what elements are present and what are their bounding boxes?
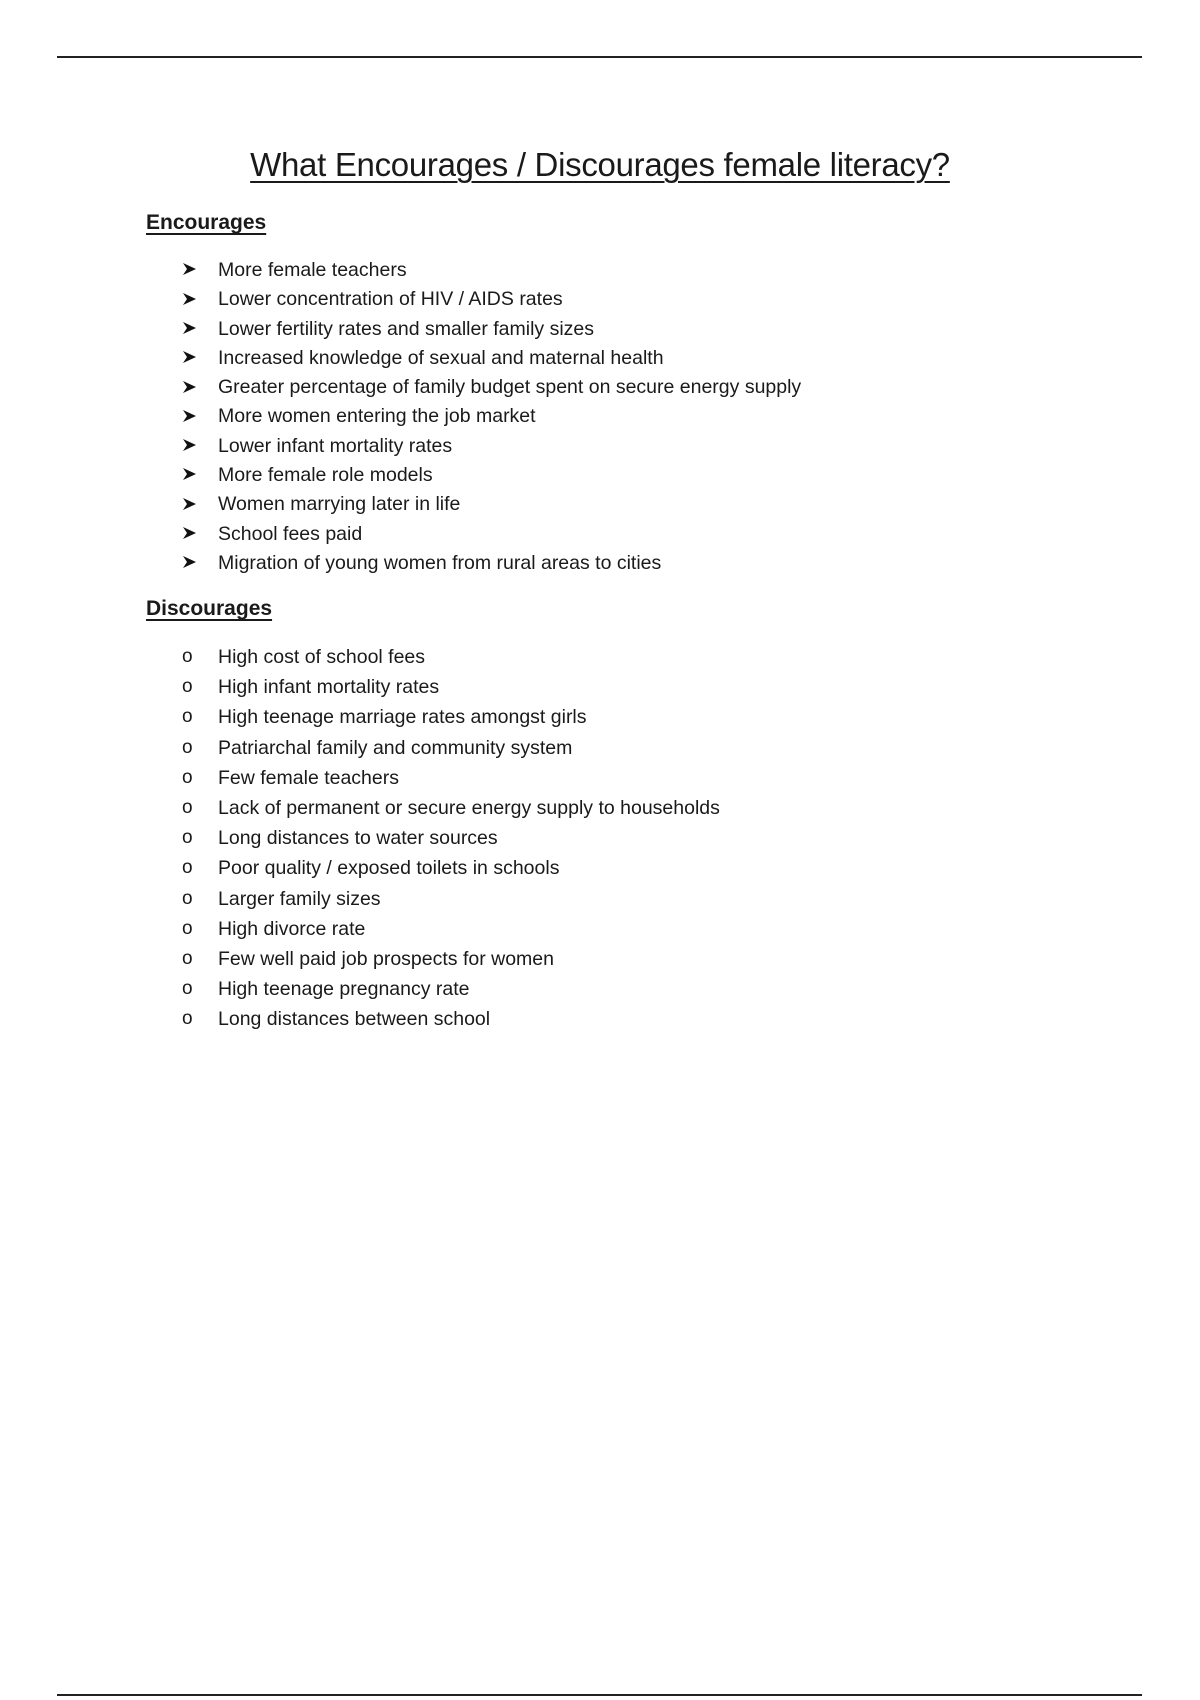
list-item-text: Poor quality / exposed toilets in schools [218, 857, 560, 880]
list-item-text: Larger family sizes [218, 887, 381, 910]
hollow-circle-bullet-icon: o [182, 978, 193, 1000]
hollow-circle-bullet-icon: o [182, 1008, 193, 1030]
hollow-circle-bullet-icon: o [182, 646, 193, 667]
hollow-circle-bullet-icon: o [182, 947, 193, 969]
list-item [0, 763, 1200, 793]
list-item-text: Few female teachers [218, 766, 399, 789]
arrowhead-bullet-icon [182, 344, 202, 373]
list-item [0, 256, 1200, 285]
list-item-text: High divorce rate [218, 917, 366, 940]
list-item [0, 642, 1200, 672]
hollow-circle-bullet-icon: o [182, 766, 193, 788]
list-item-text: Long distances to water sources [218, 827, 498, 850]
list-item [0, 702, 1200, 732]
list-item [0, 884, 1200, 914]
list-item-text: High teenage pregnancy rate [218, 978, 470, 1001]
list-item [0, 373, 1200, 402]
list-item [0, 793, 1200, 823]
list-item [0, 315, 1200, 344]
arrowhead-bullet-icon [182, 256, 202, 285]
list-item [0, 672, 1200, 702]
header-rule [57, 56, 1142, 58]
footer-rule [57, 1694, 1142, 1696]
list-item-text: Lower fertility rates and smaller family sizes [218, 317, 595, 340]
arrowhead-bullet-icon [182, 315, 202, 344]
arrowhead-bullet-icon [182, 520, 202, 549]
list-item-text: Lower infant mortality rates [218, 434, 453, 457]
list-item-text: Greater percentage of family budget spent on secure energy supply [218, 376, 802, 399]
list-item [0, 1004, 1200, 1034]
arrowhead-bullet-icon [182, 432, 202, 461]
arrowhead-bullet-icon [182, 461, 202, 490]
hollow-circle-bullet-icon: o [182, 887, 193, 909]
list-item [0, 490, 1200, 519]
hollow-circle-bullet-icon: o [182, 736, 193, 758]
list-item [0, 432, 1200, 461]
hollow-circle-bullet-icon: o [182, 796, 193, 818]
list-item [0, 823, 1200, 853]
list-item-text: More female teachers [218, 259, 407, 281]
list-item-text: High cost of school fees [218, 646, 426, 668]
hollow-circle-bullet-icon: o [182, 706, 193, 728]
arrowhead-bullet-icon [182, 373, 202, 402]
list-item [0, 944, 1200, 974]
list-item [0, 520, 1200, 549]
arrowhead-bullet-icon [182, 402, 202, 431]
discourages-list [0, 642, 1200, 1034]
list-item-text: More female role models [218, 464, 433, 487]
list-item-text: Long distances between school [218, 1008, 491, 1031]
list-item-text: School fees paid [218, 522, 363, 545]
arrowhead-bullet-icon [182, 285, 202, 314]
list-item-text: Lack of permanent or secure energy supply to households [218, 796, 720, 819]
list-item [0, 285, 1200, 314]
list-item [0, 549, 1200, 578]
list-item [0, 344, 1200, 373]
hollow-circle-bullet-icon: o [182, 857, 193, 879]
list-item-text: Women marrying later in life [218, 493, 461, 516]
list-item-text: Migration of young women from rural areas to cities [218, 551, 662, 574]
list-item-text: More women entering the job market [218, 405, 536, 428]
section-heading-encourages: Encourages [146, 211, 267, 234]
hollow-circle-bullet-icon: o [182, 827, 193, 849]
list-item [0, 733, 1200, 763]
list-item-text: Increased knowledge of sexual and maternal health [218, 346, 664, 369]
list-item [0, 402, 1200, 431]
list-item-text: Lower concentration of HIV / AIDS rates [218, 288, 563, 311]
arrowhead-bullet-icon [182, 490, 202, 519]
list-item [0, 914, 1200, 944]
list-item [0, 853, 1200, 883]
section-heading-discourages: Discourages [146, 597, 273, 620]
list-item [0, 461, 1200, 490]
arrowhead-bullet-icon [182, 549, 202, 578]
list-item-text: High teenage marriage rates amongst girls [218, 706, 587, 729]
list-item-text: High infant mortality rates [218, 676, 440, 699]
hollow-circle-bullet-icon: o [182, 676, 193, 698]
list-item [0, 974, 1200, 1004]
list-item-text: Few well paid job prospects for women [218, 947, 554, 970]
page-title: What Encourages / Discourages female literacy? [250, 146, 950, 183]
encourages-list [0, 256, 1200, 578]
list-item-text: Patriarchal family and community system [218, 736, 573, 759]
hollow-circle-bullet-icon: o [182, 917, 193, 939]
